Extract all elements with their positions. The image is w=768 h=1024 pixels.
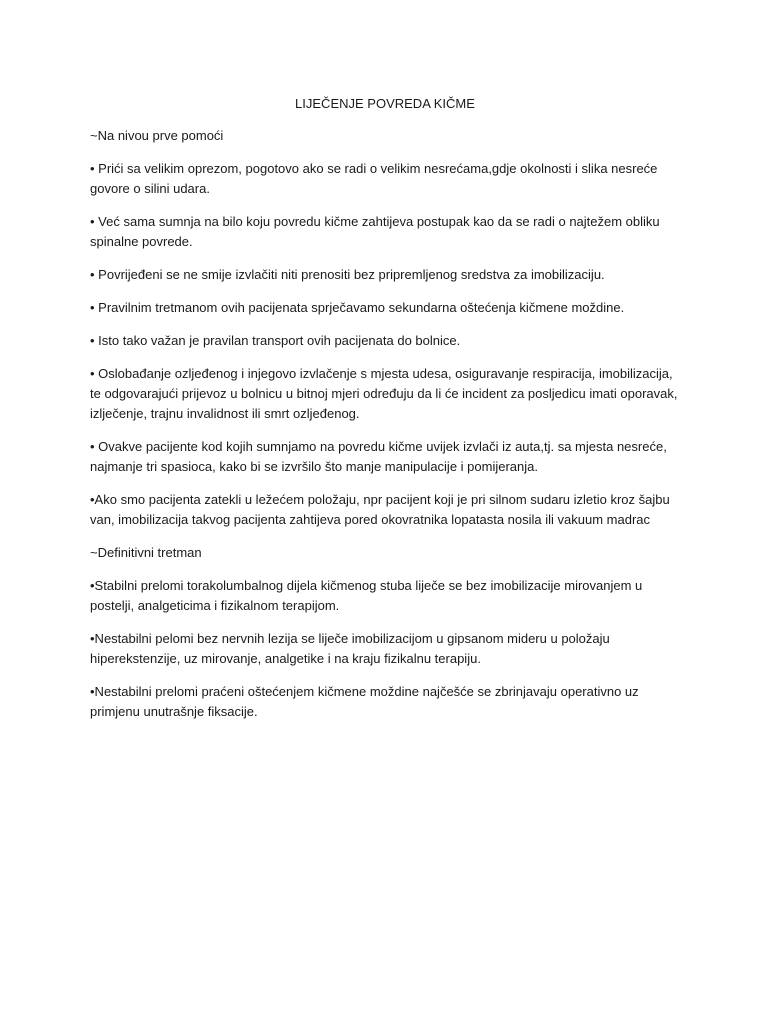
- paragraph: •Nestabilni pelomi bez nervnih lezija se liječe imobilizacijom u gipsanom mideru u položaju hiperekstenzije, uz mirovanje, analgetike i na kraju fizikalnu terapiju.: [90, 631, 610, 666]
- document-title: LIJEČENJE POVREDA KIČME: [295, 96, 475, 111]
- paragraph: •Stabilni prelomi torakolumbalnog dijela kičmenog stuba liječe se bez imobilizacije mirovanjem u postelji, analgeticima i fizikalnom terapijom.: [90, 578, 643, 613]
- paragraph: • Već sama sumnja na bilo koju povredu kičme zahtijeva postupak kao da se radi o najtežem obliku spinalne povrede.: [90, 214, 660, 249]
- paragraph: •Ako smo pacijenta zatekli u ležećem položaju, npr pacijent koji je pri silnom sudaru izletio kroz šajbu van, imobilizacija takvog pacijenta zahtijeva pored okovratnika lopatasta nosila ili vakuum madrac: [90, 492, 670, 527]
- section-heading-definitive-treatment: ~Definitivni tretman: [90, 545, 202, 560]
- paragraph: • Prići sa velikim oprezom, pogotovo ako se radi o velikim nesrećama,gdje okolnosti i slika nesreće govore o silini udara.: [90, 161, 658, 196]
- paragraph: • Ovakve pacijente kod kojih sumnjamo na povredu kičme uvijek izvlači iz auta,tj. sa mjesta nesreće, najmanje tri spasioca, kako bi se izvršilo što manje manipulacije i pomijeranja.: [90, 439, 667, 474]
- paragraph: • Pravilnim tretmanom ovih pacijenata sprječavamo sekundarna oštećenja kičmene moždine.: [90, 300, 625, 315]
- paragraph: • Oslobađanje ozljeđenog i injegovo izvlačenje s mjesta udesa, osiguravanje respiracija, imobilizacija, te odgovarajući prijevoz u bolnicu u bitnoj mjeri određuju da li će incident za posljedicu imati oporavak, izlječenje, trajnu invalidnost ili smrt ozljeđenog.: [90, 366, 678, 421]
- paragraph: • Isto tako važan je pravilan transport ovih pacijenata do bolnice.: [90, 333, 461, 348]
- section-heading-first-aid: ~Na nivou prve pomoći: [90, 128, 224, 143]
- paragraph: •Nestabilni prelomi praćeni oštećenjem kičmene moždine najčešće se zbrinjavaju operativno uz primjenu unutrašnje fiksacije.: [90, 684, 639, 719]
- document-body: [90, 94, 680, 735]
- paragraph: • Povrijeđeni se ne smije izvlačiti niti prenositi bez pripremljenog sredstva za imobilizaciju.: [90, 267, 605, 282]
